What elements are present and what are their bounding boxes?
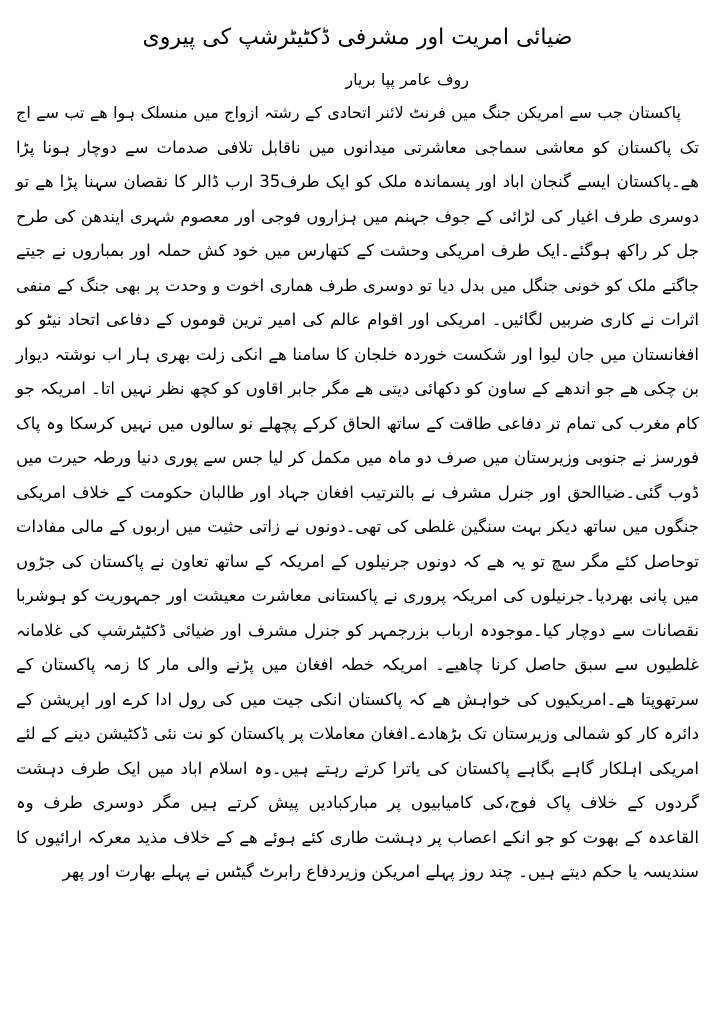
body-line: توحاصل کئے مگر سچ تو یہ ھے کہ دونوں جرنیلوں کے امریکہ کے ساتھ تعاون نے پاکستان کی جڑوں [16, 551, 699, 571]
article-body [16, 96, 699, 890]
body-line: جاگتے ملک کو خونی جنگل میں بدل دیا تو دوسری طرف ھماری اخوت و وحدت پر بھی جنگ کے منفی [16, 275, 699, 295]
body-line: فورسز نے جنوبی وزیرستان میں صرف دو ماہ میں مکمل کر لیا جس سے پوری دنیا ورطہ حیرت میں [15, 448, 699, 467]
body-line: سرتھوپتا ھے۔امریکیوں کی خواہش ھے کہ پاکستان انکی جیت میں کی رول ادا کرے اور اپریشن کے [16, 689, 699, 709]
body-line: افغانستان میں جان لیوا اور شکست خوردہ خلجان کا سامنا ھے انکی زلت بھری ہار اب نوشتہ دیوار [16, 344, 699, 364]
body-line: سندیسہ یا حکم دیتے ہیں۔ چند روز پہلے امریکن وزیردفاع رابرٹ گیٹس نے پہلے بھارت اور پھر [62, 862, 699, 881]
body-line: دائرہ کار کو شمالی وزیرستان تک بڑھادے۔افغان معاملات پر پاکستان کو نت نئی ڈکٹیشن دینے کے لئے [16, 724, 699, 743]
body-line: تک پاکستان کو معاشی سماجی معاشرتی میدانوں میں ناقابل تلافی صدمات سے دوچار ہونا پڑا [16, 137, 699, 157]
body-line: میں پانی بھردیا۔جرنیلوں کی امریکہ پروری نے پاکستانی معاشرت معیشت اور جمہوریت کو ہوشربا [16, 586, 699, 605]
body-line: دوسری طرف اغیار کی لڑائی کے جوف جہنم میں ہزاروں فوجی اور معصوم شہری ایندھن کی طرح [16, 206, 699, 226]
body-line: پاکستان جب سے امریکن جنگ میں فرنٹ لائنر اتحادی کے رشتہ ازواج میں منسلک ہوا ھے تب سے اج [16, 103, 681, 122]
body-line: بن چکی ھے جو اندھے کے ساون کو دکھائی دیتی ھے مگر جابر اقاوں کو کچھ نظر نہیں اتا۔ امریکہ جو [16, 379, 699, 398]
article-title: ضیائی امریت اور مشرفی ڈکٹیٹرشپ کی پیروی [142, 25, 573, 50]
body-line: القاعدہ کے بھوت کو جو انکے اعصاب پر دہشت طاری کئے ہوئے ھے کے خلاف مذید معرکہ ارائیوں کا [16, 827, 699, 847]
body-line: ڈوب گئی۔ضیاالحق اور جنرل مشرف نے بالترتیب افغان جہاد اور طالبان حکومت کے خلاف امریکی [16, 482, 699, 502]
body-line: غلطیوں سے سبق حاصل کرنا چاھیے۔ امریکہ خطہ افغان میں پڑنے والی مار کا زمہ پاکستان کے [16, 655, 699, 674]
article-author: روف عامر پپا بریار [345, 70, 469, 89]
body-line: جل کر راکھ ہوگئے۔ایک طرف امریکی وحشت کے کتھارس میں خود کش حملہ اور بمباروں نے جیتے [16, 241, 699, 260]
body-line: جنگوں میں ساتھ دیکر بہت سنگین غلطی کی تھی۔دونوں نے زاتی حثیت میں اربوں کے مالی مفادات [16, 517, 699, 536]
body-line: گردوں کے خلاف پاک فوج،کی کامیابیوں پر مبارکبادیں پیش کرتے ہیں مگر دوسری طرف وہ [16, 793, 699, 812]
body-line: اثرات نے کاری ضربیں لگائیں۔ امریکی اور اقوام عالم کی امیر ترین قوموں کے دفاعی اتحاد نیٹو کو [16, 310, 699, 329]
body-line: کام مغرب کی تمام تر دفاعی طاقت کے ساتھ الحاق کرکے پچھلے نو سالوں میں نہیں کرسکا وہ پاک [16, 413, 699, 433]
body-line: نقصانات سے دوچار کیا۔موجودہ ارباب بزرجمہر کو جنرل مشرف اور ضیائی ڈکٹیٹرشپ کی غلامانہ [16, 620, 699, 640]
body-line: امریکی اہلکار گاہے بگاہے پاکستان کی یاترا کرتے رہتے ہیں۔وہ اسلام اباد میں ایک طرف دہشت [16, 758, 699, 778]
body-line: ھے۔پاکستان ایسے گنجان اباد اور پسماندہ ملک کو ایک طرف35 ارب ڈالر کا نقصان سہنا پڑا ھے تو [16, 172, 699, 191]
